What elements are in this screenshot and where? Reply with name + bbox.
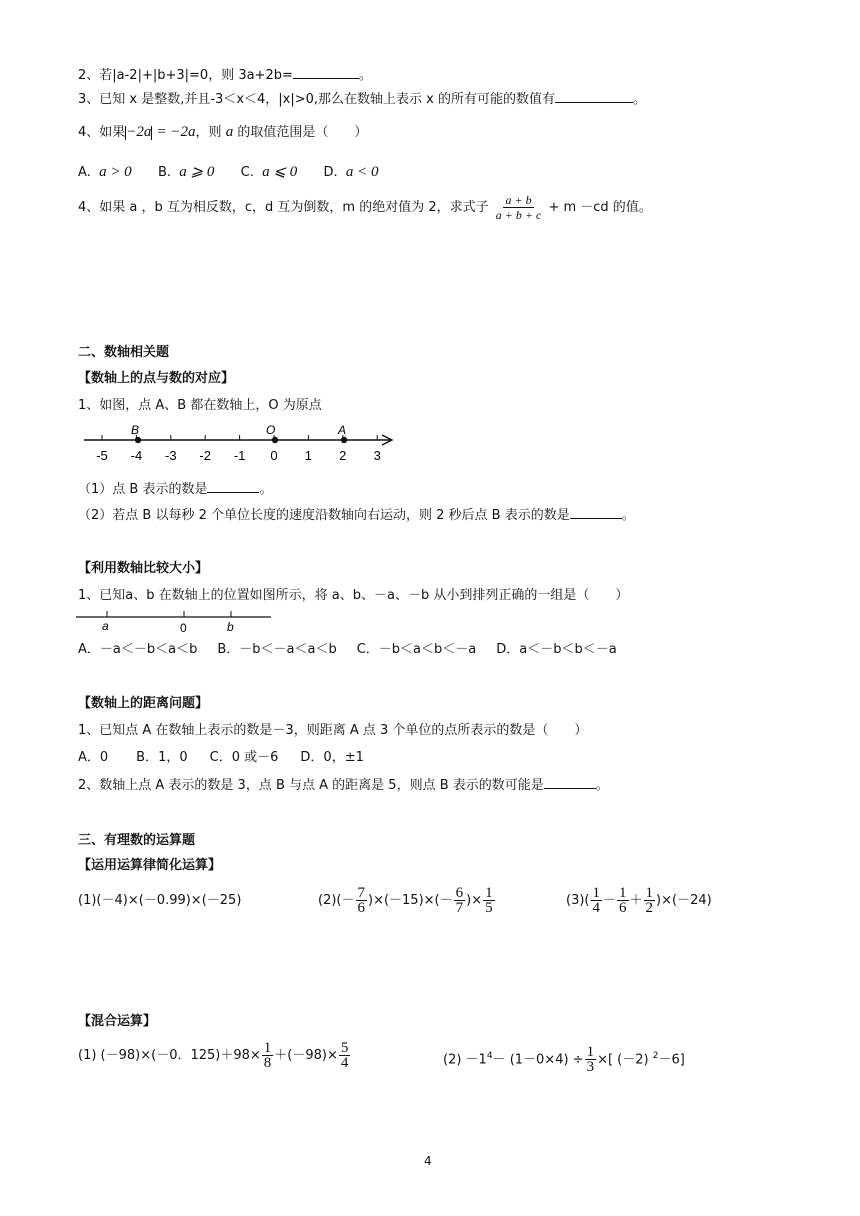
question-2 (78, 66, 372, 85)
option-label: D. (323, 165, 338, 180)
fraction-denominator: a + b + c (495, 208, 542, 222)
subsection-mixed: 【混合运算】 (78, 1014, 157, 1029)
fraction (454, 886, 466, 915)
variable-a: a (225, 124, 234, 140)
expr-part: ＋ (629, 893, 643, 908)
calc-2-problem-2 (443, 1036, 685, 1080)
question-4b (78, 193, 652, 223)
tick-label: 3 (373, 448, 381, 463)
equation-rhs: = −2a (156, 124, 196, 140)
option-d[interactable]: D．0，±1 (300, 750, 364, 765)
fraction (591, 886, 603, 915)
option-label: B. (157, 165, 172, 180)
fraction-denominator: 5 (485, 900, 493, 916)
expr-part: (3)( (566, 893, 590, 908)
section-2-question-2-options (78, 641, 617, 659)
fraction-denominator: 4 (340, 1055, 349, 1071)
section-2-question-3-options (78, 749, 364, 767)
section-2-question-1: 1、如图，点 A、B 都在数轴上，O 为原点 (78, 398, 322, 413)
question-4a (78, 123, 367, 142)
question-4a-prefix: 4、如果 (78, 125, 126, 140)
fraction-denominator: 6 (357, 900, 365, 916)
fraction-denominator: 8 (263, 1055, 272, 1071)
question-end: 。 (259, 482, 273, 497)
point-b-label: B (131, 423, 140, 437)
option-math: a > 0 (99, 164, 132, 180)
question-4b-prefix: 4、如果 a ，b 互为相反数，c，d 互为倒数，m 的绝对值为 2，求式子 (78, 200, 489, 215)
subsection-point-number: 【数轴上的点与数的对应】 (78, 371, 235, 386)
option-a[interactable] (78, 165, 132, 180)
calc-1-problem-2 (318, 883, 496, 919)
answer-blank[interactable] (293, 66, 359, 79)
section-2-question-3: 1、已知点 A 在数轴上表示的数是－3，则距离 A 点 3 个单位的点所表示的数是（ ） (78, 723, 588, 738)
expr-part: ×[ (－2) (597, 1052, 653, 1068)
answer-blank[interactable] (544, 776, 596, 789)
option-label: A. (78, 165, 91, 180)
expr-part: )×(－24) (656, 893, 712, 908)
answer-blank[interactable] (555, 90, 633, 103)
section-2-question-2: 1、已知a、b 在数轴上的位置如图所示，将 a、b、－a、－b 从小到排列正确的一组是（ ） (78, 588, 629, 603)
option-b[interactable] (158, 165, 214, 180)
option-a[interactable]: A．0 (78, 750, 109, 765)
option-label: C. (240, 165, 254, 180)
fraction (483, 886, 495, 915)
point-b-dot (135, 437, 141, 443)
expr-part: －6] (658, 1052, 685, 1068)
option-b[interactable]: B．－b＜－a＜a＜b (217, 642, 337, 657)
tick-label: 2 (339, 448, 347, 463)
option-d[interactable]: D．a＜－b＜b＜－a (496, 642, 617, 657)
expr-part: (1) (－98)×(－0．125)＋98× (78, 1048, 261, 1063)
option-math: a ⩾ 0 (179, 164, 215, 180)
question-end: 。 (621, 508, 635, 523)
fraction (339, 1041, 351, 1070)
fraction (585, 1045, 597, 1074)
expr-part: (2) －1 (443, 1052, 487, 1068)
calc-2-problem-1 (78, 1036, 351, 1076)
tick-label: -3 (165, 448, 177, 463)
tick-label: -5 (96, 448, 108, 463)
point-o-dot (272, 437, 278, 443)
subsection-distance: 【数轴上的距离问题】 (78, 696, 209, 711)
tick-label: -4 (130, 448, 143, 463)
fraction-denominator: 2 (645, 900, 654, 916)
point-a-dot (341, 437, 347, 443)
fraction-numerator: 6 (455, 885, 464, 901)
exponent: 2 (652, 1051, 659, 1061)
subsection-compare: 【利用数轴比较大小】 (78, 561, 209, 576)
question-4a-post: ，则 (195, 125, 222, 140)
tick-label: -2 (199, 448, 211, 463)
expr-part: ＋(－98)× (274, 1048, 338, 1063)
fraction (356, 886, 368, 915)
fraction-numerator: 1 (263, 1040, 272, 1056)
abs-inner: −2a (126, 124, 152, 140)
fraction-denominator: 3 (586, 1059, 595, 1076)
question-2-end: 。 (358, 68, 372, 83)
label-zero: 0 (180, 621, 187, 635)
calc-1-problem-3 (566, 883, 712, 919)
fraction-denominator: 7 (455, 900, 464, 916)
option-math: a < 0 (345, 164, 379, 180)
option-math: a ⩽ 0 (262, 164, 298, 180)
question-text: （2）若点 B 以每秒 2 个单位长度的速度沿数轴向右运动，则 2 秒后点 B 表示的数是 (78, 508, 570, 523)
fraction-numerator: 1 (586, 1044, 595, 1061)
section-2-question-1b (78, 506, 635, 525)
question-2-text: 2、若|a-2|+|b+3|=0，则 3a+2b= (78, 68, 293, 83)
abs-bar-right (151, 126, 152, 140)
tick-label: 1 (304, 448, 313, 463)
answer-blank[interactable] (570, 506, 622, 519)
fraction-numerator: 7 (357, 885, 365, 901)
exponent: 4 (486, 1051, 493, 1061)
fraction (262, 1041, 274, 1070)
option-a[interactable]: A．－a＜－b＜a＜b (78, 642, 198, 657)
question-4b-post: + m －cd 的值。 (548, 200, 652, 215)
number-line-1 (80, 420, 410, 468)
option-c[interactable]: C．－b＜a＜b＜－a (356, 642, 477, 657)
question-3-text: 3、已知 x 是整数,并且-3＜x＜4，|x|>0,那么在数轴上表示 x 的所有可能的数值有 (78, 92, 555, 107)
label-a: a (102, 619, 109, 633)
point-o-label: O (266, 423, 276, 437)
calc-1-problem-1: (1)(－4)×(－0.99)×(－25) (78, 893, 242, 908)
expr-part: )× (466, 893, 483, 908)
number-line-2 (76, 608, 276, 636)
section-3-title: 三、有理数的运算题 (78, 833, 196, 848)
fraction-numerator: 1 (619, 885, 627, 901)
section-2-question-4 (78, 776, 609, 795)
fraction (494, 193, 544, 222)
point-a-label: A (338, 423, 347, 437)
tick-label: -1 (233, 448, 246, 463)
fraction-numerator: 5 (340, 1040, 349, 1056)
fraction-numerator: 1 (485, 885, 493, 901)
option-d[interactable] (324, 165, 379, 180)
section-2-title: 二、数轴相关题 (78, 345, 170, 360)
expr-part: )×(－15)×(－ (368, 893, 453, 908)
question-4a-tail: 的取值范围是（ ） (237, 125, 368, 140)
fraction-numerator: 1 (645, 885, 654, 901)
fraction (617, 886, 629, 915)
subsection-laws: 【运用运算律简化运算】 (78, 858, 222, 873)
tick-label: 0 (270, 448, 278, 463)
option-c[interactable]: C．0 或－6 (209, 750, 279, 765)
fraction-denominator: 6 (619, 900, 627, 916)
expr-part: (2)(－ (318, 893, 355, 908)
fraction-denominator: 4 (592, 900, 600, 916)
question-4a-options (78, 163, 379, 182)
expr-part: － (603, 893, 617, 908)
question-text: 2、数轴上点 A 表示的数是 3，点 B 与点 A 的距离是 5，则点 B 表示的数可能是 (78, 778, 544, 793)
question-text: （1）点 B 表示的数是 (78, 482, 208, 497)
label-b: b (227, 620, 234, 634)
question-3-end: 。 (633, 92, 647, 107)
question-end: 。 (595, 778, 609, 793)
fraction-numerator: 1 (592, 885, 600, 901)
section-2-question-1a (78, 480, 272, 499)
answer-blank[interactable] (207, 480, 259, 493)
expr-part: － (1－0×4) ÷ (492, 1052, 584, 1068)
page-number: 4 (424, 1154, 432, 1168)
question-3 (78, 90, 646, 109)
fraction (644, 886, 656, 915)
option-c[interactable] (241, 165, 298, 180)
fraction-numerator: a + b (505, 193, 532, 207)
option-b[interactable]: B．1，0 (136, 750, 188, 765)
